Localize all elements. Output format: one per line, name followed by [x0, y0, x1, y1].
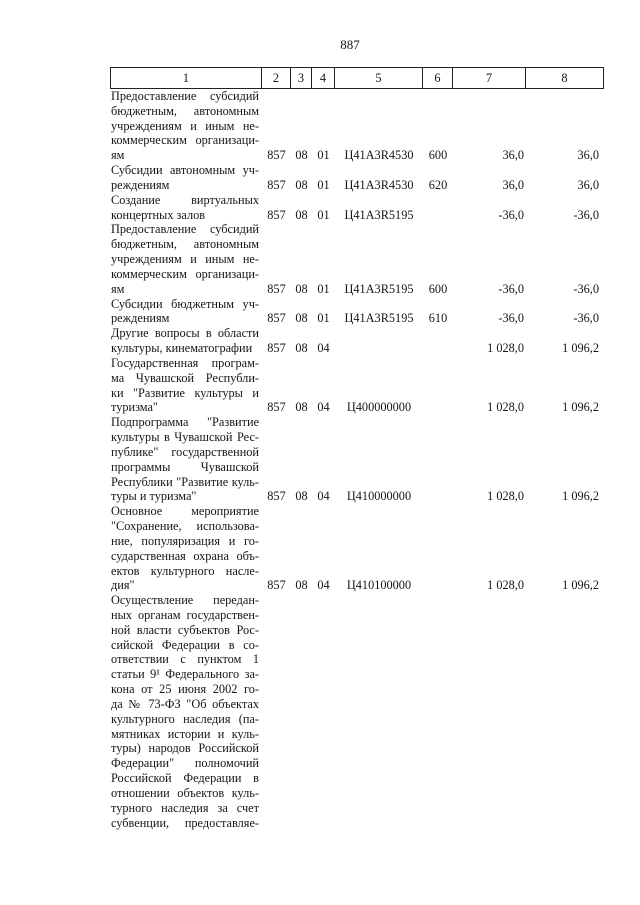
cell-ministry-code: 857	[267, 400, 286, 415]
cell-subsection: 01	[317, 177, 330, 192]
cell-target-article: Ц400000000	[346, 400, 412, 415]
row-description	[110, 297, 262, 327]
description-line: ектов культурного насле-	[111, 563, 259, 578]
description-line: учреждениям и иным не-	[111, 118, 259, 133]
description-line: Подпрограмма "Развитие	[111, 415, 259, 430]
cell-target-article: Ц41А3R4530	[344, 177, 414, 192]
description-line: ной власти субъектов Рос-	[111, 622, 259, 637]
row-description	[110, 222, 262, 296]
row-description	[110, 504, 262, 593]
column-header-6: 6	[423, 67, 453, 89]
description-line: Субсидии бюджетным уч-	[111, 296, 259, 311]
cell-section: 08	[295, 177, 308, 192]
description-line: Создание виртуальных	[111, 192, 259, 207]
cell-amount-col8: 1 096,2	[562, 341, 599, 356]
cell-target-article: Ц41А3R5195	[344, 311, 414, 326]
cell-section: 08	[295, 311, 308, 326]
description-line: реждениям	[111, 177, 170, 192]
row-description	[110, 593, 262, 830]
cell-amount-col8: 36,0	[577, 177, 599, 192]
cell-ministry-code: 857	[267, 177, 286, 192]
description-line: Субсидии автономным уч-	[111, 163, 259, 178]
description-line: ки "Развитие культуры и	[111, 385, 259, 400]
cell-section: 08	[295, 148, 308, 163]
table-row	[110, 89, 604, 163]
cell-amount-col7: 36,0	[502, 177, 524, 192]
row-description	[110, 193, 262, 223]
table-row	[110, 193, 604, 223]
table-row	[110, 504, 604, 593]
description-line: ответствии с пунктом 1	[111, 652, 259, 667]
cell-section: 08	[295, 341, 308, 356]
column-header-2: 2	[262, 67, 291, 89]
cell-subsection: 01	[317, 207, 330, 222]
description-line: статьи 9¹ Федерального за-	[111, 667, 259, 682]
cell-amount-col8: -36,0	[573, 207, 599, 222]
cell-amount-col8: 1 096,2	[562, 489, 599, 504]
cell-subsection: 04	[317, 341, 330, 356]
cell-amount-col7: 1 028,0	[487, 489, 524, 504]
cell-subsection: 01	[317, 281, 330, 296]
description-line: турного наследия за счет	[111, 800, 259, 815]
description-line: Предоставление субсидий	[111, 89, 259, 103]
cell-ministry-code: 857	[267, 311, 286, 326]
cell-expense-type: 600	[428, 281, 448, 296]
column-header-3: 3	[291, 67, 312, 89]
description-line: Предоставление субсидий	[111, 222, 259, 237]
description-line: Республики "Развитие куль-	[111, 474, 259, 489]
description-line: коммерческим организаци-	[111, 266, 259, 281]
description-line: публике" государственной	[111, 444, 259, 459]
cell-subsection: 04	[317, 400, 330, 415]
cell-amount-col7: -36,0	[498, 207, 524, 222]
description-line: учреждениям и иным не-	[111, 252, 259, 267]
cell-target-article: Ц41А3R5195	[344, 207, 414, 222]
description-line: да № 73-ФЗ "Об объектах	[111, 696, 259, 711]
cell-amount-col7: 1 028,0	[487, 341, 524, 356]
cell-ministry-code: 857	[267, 148, 286, 163]
description-line: туры и туризма"	[111, 489, 197, 504]
cell-target-article: Ц41А3R4530	[344, 148, 414, 163]
description-line: коммерческим организаци-	[111, 133, 259, 148]
cell-amount-col8: 36,0	[577, 148, 599, 163]
description-line: Основное мероприятие	[111, 504, 259, 519]
cell-section: 08	[295, 400, 308, 415]
cell-amount-col8: 1 096,2	[562, 400, 599, 415]
description-line: реждениям	[111, 311, 170, 326]
description-line: Другие вопросы в области	[111, 326, 259, 341]
row-description	[110, 89, 262, 163]
description-line: дия"	[111, 578, 135, 593]
description-line: отношении объектов куль-	[111, 785, 259, 800]
cell-amount-col7: 1 028,0	[487, 400, 524, 415]
description-line: Государственная програм-	[111, 355, 259, 370]
cell-subsection: 04	[317, 578, 330, 593]
description-line: программы Чувашской	[111, 459, 259, 474]
cell-amount-col8: -36,0	[573, 281, 599, 296]
table-header	[110, 67, 604, 89]
cell-section: 08	[295, 578, 308, 593]
cell-expense-type: 620	[428, 177, 448, 192]
column-header-7: 7	[453, 67, 526, 89]
cell-ministry-code: 857	[267, 281, 286, 296]
cell-amount-col7: -36,0	[498, 311, 524, 326]
cell-expense-type: 600	[428, 148, 448, 163]
cell-expense-type: 610	[428, 311, 448, 326]
table-row	[110, 326, 604, 356]
cell-subsection: 04	[317, 489, 330, 504]
description-line: туры) народов Российской	[111, 741, 259, 756]
table-row	[110, 356, 604, 415]
description-line: ма Чувашской Республи-	[111, 370, 259, 385]
cell-target-article: Ц41А3R5195	[344, 281, 414, 296]
column-header-4: 4	[312, 67, 335, 89]
budget-table	[110, 67, 604, 830]
cell-ministry-code: 857	[267, 207, 286, 222]
cell-amount-col7: -36,0	[498, 281, 524, 296]
cell-section: 08	[295, 207, 308, 222]
page-number: 887	[340, 37, 360, 52]
table-row	[110, 593, 604, 830]
cell-target-article: Ц410000000	[346, 489, 412, 504]
cell-amount-col7: 1 028,0	[487, 578, 524, 593]
table-row	[110, 222, 604, 296]
cell-ministry-code: 857	[267, 341, 286, 356]
description-line: Осуществление передан-	[111, 593, 259, 608]
row-description	[110, 356, 262, 415]
description-line: ям	[111, 281, 125, 296]
table-row	[110, 297, 604, 327]
column-header-5: 5	[335, 67, 423, 89]
table-row	[110, 163, 604, 193]
table-body	[110, 89, 604, 830]
description-line: мятниках истории и куль-	[111, 726, 259, 741]
table-row	[110, 415, 604, 504]
cell-amount-col7: 36,0	[502, 148, 524, 163]
cell-section: 08	[295, 489, 308, 504]
description-line: Федерации" полномочий	[111, 756, 259, 771]
cell-target-article: Ц410100000	[346, 578, 412, 593]
row-description	[110, 415, 262, 504]
description-line: Российской Федерации в	[111, 771, 259, 786]
column-header-1: 1	[110, 67, 262, 89]
description-line: культуры в Чувашской Рес-	[111, 430, 259, 445]
description-line: концертных залов	[111, 207, 206, 222]
description-line: кона от 25 июня 2002 го-	[111, 682, 259, 697]
cell-amount-col8: 1 096,2	[562, 578, 599, 593]
cell-subsection: 01	[317, 311, 330, 326]
description-line: сийской Федерации в со-	[111, 637, 259, 652]
description-line: "Сохранение, использова-	[111, 519, 259, 534]
description-line: субвенции, предоставляе-	[111, 815, 259, 830]
description-line: туризма"	[111, 400, 158, 415]
description-line: ных органам государствен-	[111, 607, 259, 622]
description-line: ние, популяризация и го-	[111, 533, 259, 548]
column-header-8: 8	[526, 67, 604, 89]
description-line: культуры, кинематографии	[111, 341, 253, 356]
description-line: ям	[111, 148, 125, 163]
description-line: бюджетным, автономным	[111, 103, 259, 118]
cell-subsection: 01	[317, 148, 330, 163]
description-line: бюджетным, автономным	[111, 237, 259, 252]
cell-section: 08	[295, 281, 308, 296]
cell-ministry-code: 857	[267, 489, 286, 504]
row-description	[110, 326, 262, 356]
cell-amount-col8: -36,0	[573, 311, 599, 326]
description-line: сударственная охрана объ-	[111, 548, 259, 563]
description-line: культурного наследия (па-	[111, 711, 259, 726]
row-description	[110, 163, 262, 193]
cell-ministry-code: 857	[267, 578, 286, 593]
